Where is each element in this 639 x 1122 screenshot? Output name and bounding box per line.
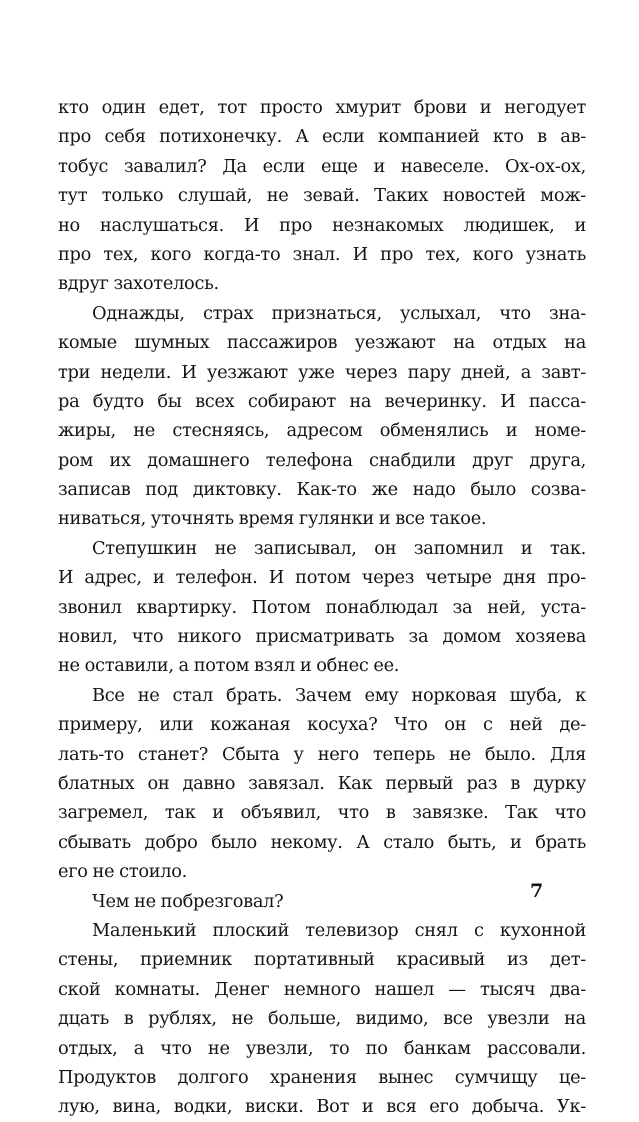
text-line: лать-то станет? Сбыта у него теперь не было. Для	[58, 743, 586, 765]
text-line: Маленький плоский телевизор снял с кухонной	[92, 919, 586, 941]
text-line: дцать в рублях, не больше, видимо, все увезли на	[58, 1008, 586, 1030]
text-line: сбывать добро было некому. А стало быть, и брать	[58, 831, 586, 853]
text-line: Степушкин не записывал, он запомнил и так.	[92, 537, 586, 559]
text-line: Все не стал брать. Зачем ему норковая шуба, к	[92, 684, 586, 706]
text-line: Чем не побрезговал?	[92, 890, 284, 912]
text-line: новил, что никого присматривать за домом хозяева	[58, 626, 586, 648]
text-line: примеру, или кожаная косуха? Что он с ней де-	[58, 714, 586, 736]
text-line: три недели. И уезжают уже через пару дней, а завт-	[58, 361, 586, 383]
text-line: ской комнаты. Денег немного нашел — тысяч два-	[58, 978, 586, 1000]
text-line: И адрес, и телефон. И потом через четыре дня про-	[58, 567, 586, 589]
text-line: отдых, а что не увезли, то по банкам рассовали.	[58, 1037, 586, 1059]
text-line: его не стоило.	[58, 861, 188, 883]
text-line: ниваться, уточнять время гулянки и все такое.	[58, 508, 487, 530]
text-line: не оставили, а потом взял и обнес ее.	[58, 655, 400, 677]
body-text	[58, 93, 586, 1122]
text-line: кто один едет, тот просто хмурит брови и негодует	[58, 97, 586, 118]
text-line: про себя потихонечку. А если компанией кто в ав-	[58, 126, 586, 148]
text-line: жиры, не стесняясь, адресом обменялись и номе-	[58, 420, 586, 442]
text-line: комые шумных пассажиров уезжают на отдых на	[58, 332, 586, 354]
text-line: про тех, кого когда-то знал. И про тех, кого узнать	[58, 243, 586, 265]
text-line: записав под диктовку. Как-то же надо было созва-	[58, 479, 586, 501]
text-line: вдруг захотелось.	[58, 273, 219, 295]
text-line: звонил квартирку. Потом понаблюдал за ней, уста-	[58, 596, 586, 618]
text-line: ра будто бы всех собирают на вечеринку. И пасса-	[58, 390, 586, 412]
text-line: стены, приемник портативный красивый из дет-	[58, 949, 586, 971]
text-line: но наслушаться. И про незнакомых людишек, и	[58, 214, 586, 236]
text-line: Продуктов долгого хранения вынес сумчищу це-	[58, 1066, 586, 1088]
text-line: тобус завалил? Да если еще и навеселе. Ох-ох-ох,	[58, 155, 586, 177]
text-line: Однажды, страх признаться, услыхал, что зна-	[92, 302, 586, 324]
text-line: блатных он давно завязал. Как первый раз в дурку	[58, 772, 586, 794]
text-line: ром их домашнего телефона снабдили друг друга,	[58, 449, 586, 471]
text-line: загремел, так и объявил, что в завязке. Так что	[58, 802, 586, 824]
page-number: 7	[530, 880, 544, 902]
text-line: тут только слушай, не зевай. Таких новостей мож-	[58, 185, 586, 207]
text-line: лую, вина, водки, виски. Вот и вся его добыча. Ук-	[58, 1096, 586, 1118]
